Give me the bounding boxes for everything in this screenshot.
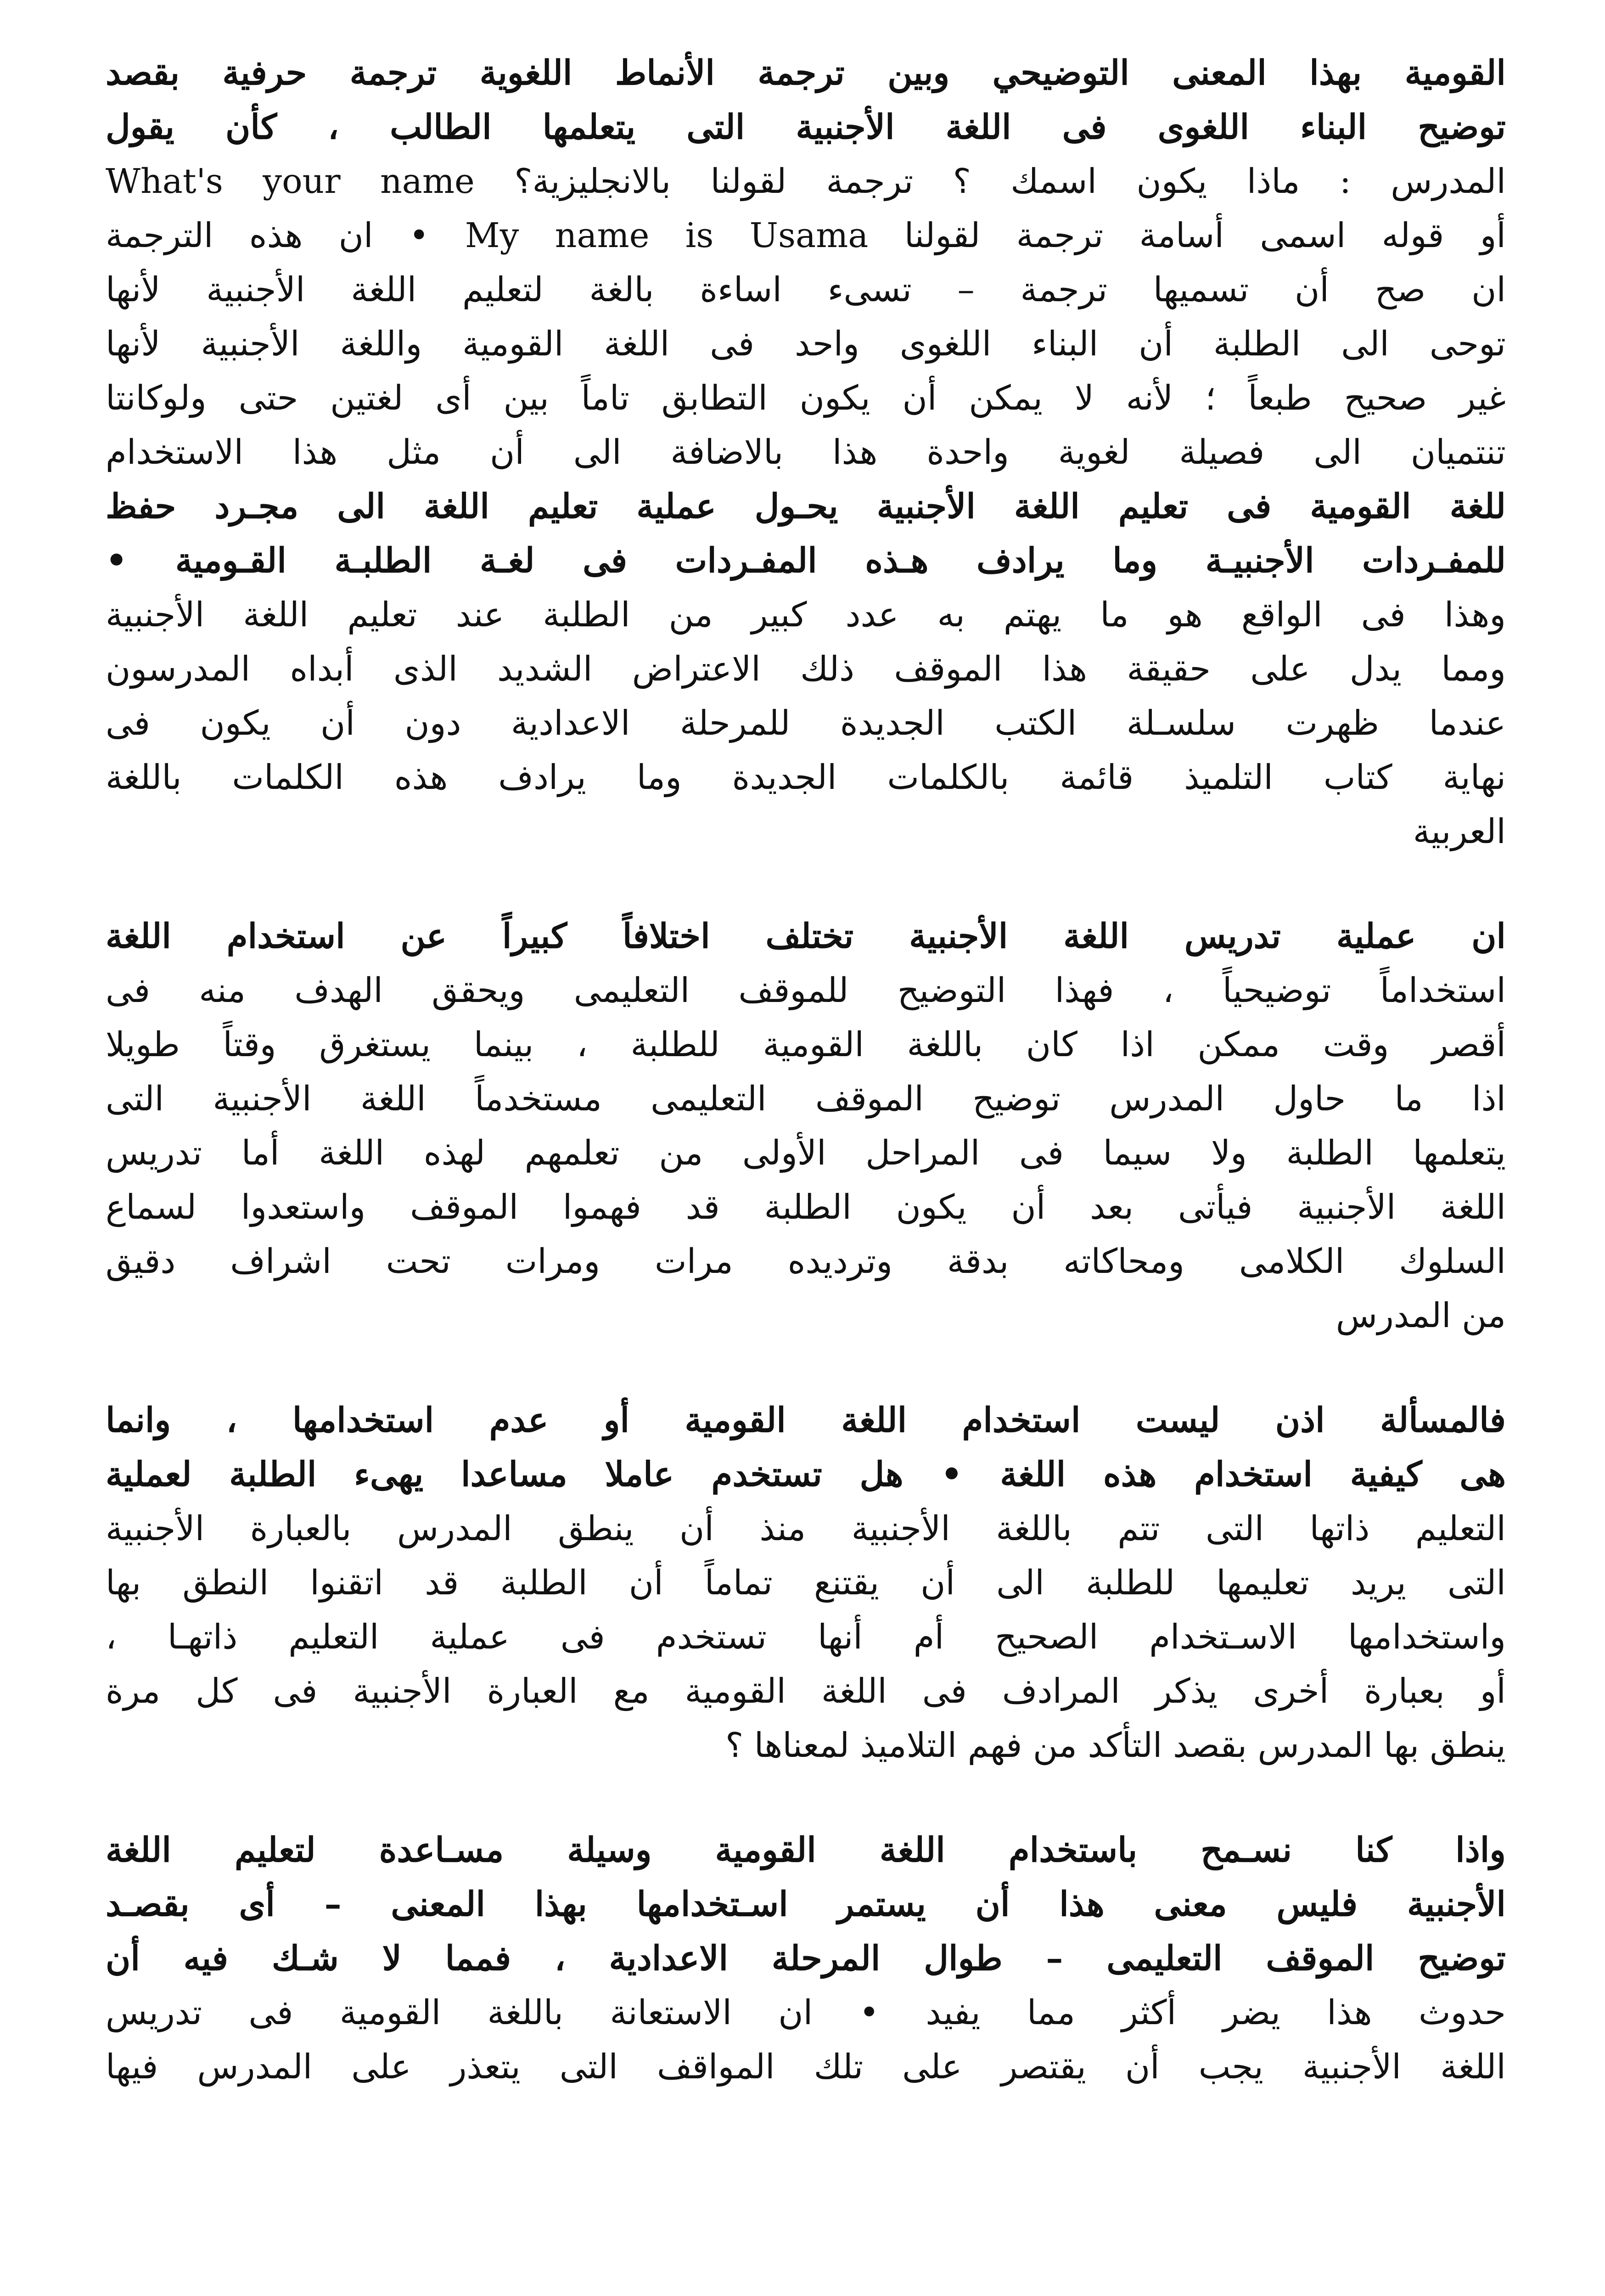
text-line: يتعلمها الطلبة ولا سيما فى المراحل الأولى من تعلمهم لهذه اللغة أما تدريس — [106, 1133, 1506, 1173]
text-line: التعليم ذاتها التى تتم باللغة الأجنبية منذ أن ينطق المدرس بالعبارة الأجنبية — [106, 1509, 1506, 1548]
text-line: من المدرس — [1336, 1296, 1506, 1335]
text-line: توضيح الموقف التعليمى – طوال المرحلة الاعدادية ، فمما لا شـك فيه أن — [106, 1939, 1506, 1978]
document-page — [106, 46, 1506, 2296]
text-line: للغة القومية فى تعليم اللغة الأجنبية يحـول عملية تعليم اللغة الى مجـرد حفظ — [106, 487, 1506, 526]
text-line: غير صحيح طبعاً ؛ لأنه لا يمكن أن يكون التطابق تاماً بين أى لغتين حتى ولوكانتا — [106, 378, 1506, 418]
text-line: اللغة الأجنبية فيأتى بعد أن يكون الطلبة قد فهموا الموقف واستعدوا لسماع — [106, 1187, 1506, 1227]
text-line: ومما يدل على حقيقة هذا الموقف ذلك الاعتراض الشديد الذى أبداه المدرسون — [106, 649, 1506, 689]
text-line: توحى الى الطلبة أن البناء اللغوى واحد فى اللغة القومية واللغة الأجنبية لأنها — [106, 324, 1506, 364]
text-line: تنتميان الى فصيلة لغوية واحدة هذا بالاضافة الى أن مثل هذا الاستخدام — [106, 433, 1506, 472]
text-line: توضيح البناء اللغوى فى اللغة الأجنبية التى يتعلمها الطالب ، كأن يقول — [106, 107, 1506, 147]
text-line: واستخدامها الاسـتخدام الصحيح أم أنها تستخدم فى عملية التعليم ذاتهـا ، — [106, 1617, 1506, 1657]
paragraph-gap — [106, 1343, 1506, 1393]
paragraph-1 — [106, 46, 1506, 859]
text-line: نهاية كتاب التلميذ قائمة بالكلمات الجديدة وما يرادف هذه الكلمات باللغة — [106, 758, 1506, 797]
text-line: واذا كنا نسـمح باستخدام اللغة القومية وسيلة مسـاعدة لتعليم اللغة — [106, 1830, 1506, 1870]
text-line: العربية — [1413, 812, 1506, 851]
text-line: ان عملية تدريس اللغة الأجنبية تختلف اختلافاً كبيراً عن استخدام اللغة — [106, 917, 1506, 956]
text-line: ان صح أن تسميها ترجمة – تسىء اساءة بالغة لتعليم اللغة الأجنبية لأنها — [106, 270, 1506, 310]
text-line: المدرس : ماذا يكون اسمك ؟ ترجمة لقولنا بالانجليزية؟ What's your name — [106, 162, 1506, 201]
paragraph-gap — [106, 859, 1506, 909]
text-line: ينطق بها المدرس بقصد التأكد من فهم التلاميذ لمعناها ؟ — [725, 1726, 1506, 1765]
text-line: وهذا فى الواقع هو ما يهتم به عدد كبير من الطلبة عند تعليم اللغة الأجنبية — [106, 595, 1506, 635]
text-line: عندما ظهرت سلسـلة الكتب الجديدة للمرحلة الاعدادية دون أن يكون فى — [106, 703, 1506, 743]
text-line: الأجنبية فليس معنى هذا أن يستمر اسـتخدامها بهذا المعنى – أى بقصـد — [106, 1885, 1506, 1924]
text-line: اذا ما حاول المدرس توضيح الموقف التعليمى مستخدماً اللغة الأجنبية التى — [106, 1079, 1506, 1119]
paragraph-3 — [106, 1393, 1506, 1773]
text-line: استخداماً توضيحياً ، فهذا التوضيح للموقف التعليمى ويحقق الهدف منه فى — [106, 971, 1506, 1010]
paragraph-4 — [106, 1823, 1506, 2094]
text-line: أقصر وقت ممكن اذا كان باللغة القومية للطلبة ، بينما يستغرق وقتاً طويلا — [106, 1025, 1506, 1064]
paragraph-gap — [106, 1773, 1506, 1823]
text-line: اللغة الأجنبية يجب أن يقتصر على تلك المواقف التى يتعذر على المدرس فيها — [106, 2047, 1506, 2087]
text-line: للمفـردات الأجنبيـة وما يرادف هـذه المفـردات فى لغـة الطلبـة القـومية • — [106, 541, 1506, 580]
text-line: هى كيفية استخدام هذه اللغة • هل تستخدم عاملا مساعدا يهىء الطلبة لعملية — [106, 1455, 1506, 1494]
text-line: أو قوله اسمى أسامة ترجمة لقولنا My name is Usama • ان هذه الترجمة — [106, 216, 1506, 255]
text-line: التى يريد تعليمها للطلبة الى أن يقتنع تماماً أن الطلبة قد اتقنوا النطق بها — [106, 1563, 1506, 1603]
text-line: حدوث هذا يضر أكثر مما يفيد • ان الاستعانة باللغة القومية فى تدريس — [106, 1993, 1506, 2032]
text-line: القومية بهذا المعنى التوضيحي وبين ترجمة الأنماط اللغوية ترجمة حرفية بقصد — [106, 53, 1506, 93]
text-line: أو بعبارة أخرى يذكر المرادف فى اللغة القومية مع العبارة الأجنبية فى كل مرة — [106, 1671, 1506, 1711]
paragraph-2 — [106, 909, 1506, 1343]
text-line: السلوك الكلامى ومحاكاته بدقة وترديده مرات ومرات تحت اشراف دقيق — [106, 1242, 1506, 1281]
text-line: فالمسألة اذن ليست استخدام اللغة القومية أو عدم استخدامها ، وانما — [106, 1401, 1506, 1440]
